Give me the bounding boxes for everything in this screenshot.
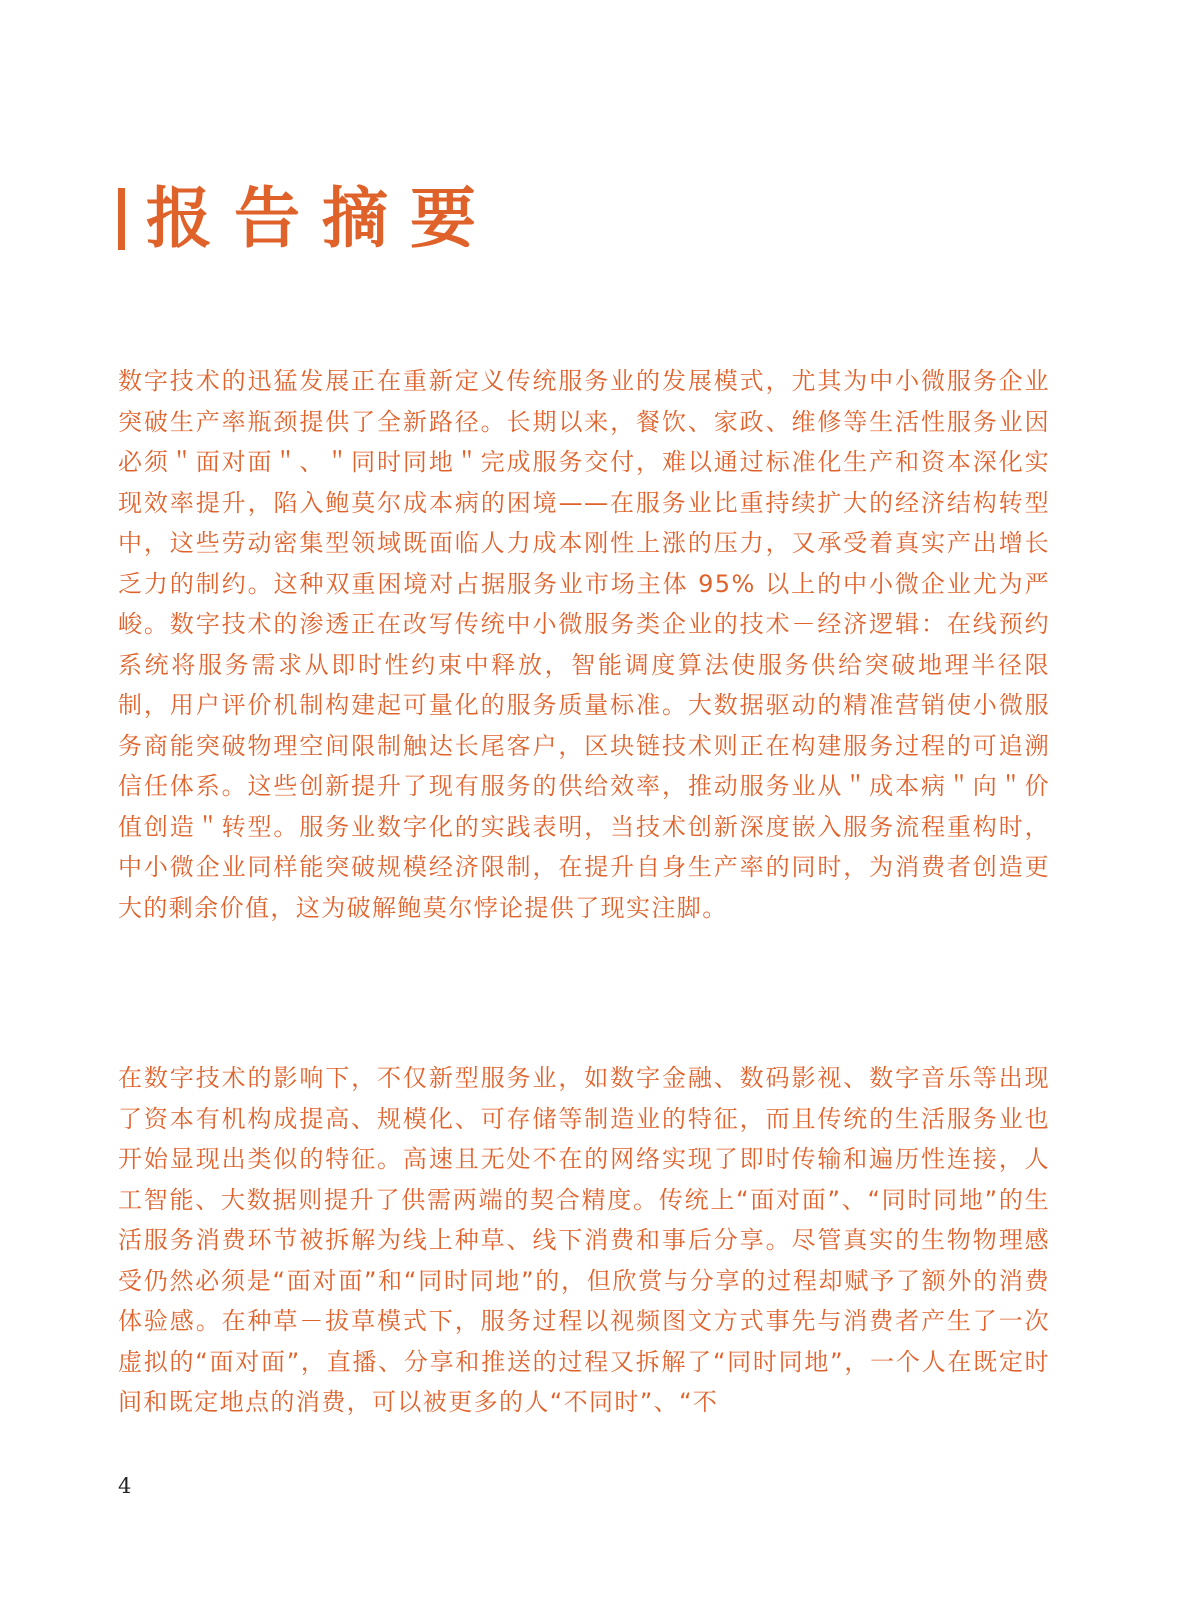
- body-paragraph-2: 在数字技术的影响下，不仅新型服务业，如数字金融、数码影视、数字音乐等出现了资本有机构成提高、规模化、可存储等制造业的特征，而且传统的生活服务业也开始显现出类似的特征。高速且无处不在的网络实现了即时传输和遍历性连接，人工智能、大数据则提升了供需两端的契合精度。传统上“面对面”、“同时同地”的生活服务消费环节被拆解为线上种草、线下消费和事后分享。尽管真实的生物物理感受仍然必须是“面对面”和“同时同地”的，但欣赏与分享的过程却赋予了额外的消费体验感。在种草－拔草模式下，服务过程以视频图文方式事先与消费者产生了一次虚拟的“面对面”，直播、分享和推送的过程又拆解了“同时同地”，一个人在既定时间和既定地点的消费，可以被更多的人“不同时”、“不: [118, 1064, 1050, 1416]
- section-title: 报告摘要: [146, 180, 498, 257]
- body-paragraph-1: 数字技术的迅猛发展正在重新定义传统服务业的发展模式，尤其为中小微服务企业突破生产率瓶颈提供了全新路径。长期以来，餐饮、家政、维修等生活性服务业因必须＂面对面＂、＂同时同地＂完成服务交付，难以通过标准化生产和资本深化实现效率提升，陷入鲍莫尔成本病的困境——在服务业比重持续扩大的经济结构转型中，这些劳动密集型领域既面临人力成本刚性上涨的压力，又承受着真实产出增长乏力的制约。这种双重困境对占据服务业市场主体 95% 以上的中小微企业尤为严峻。数字技术的渗透正在改写传统中小微服务类企业的技术－经济逻辑：在线预约系统将服务需求从即时性约束中释放，智能调度算法使服务供给突破地理半径限制，用户评价机制构建起可量化的服务质量标准。大数据驱动的精准营销使小微服务商能突破物理空间限制触达长尾客户，区块链技术则正在构建服务过程的可追溯信任体系。这些创新提升了现有服务的供给效率，推动服务业从＂成本病＂向＂价值创造＂转型。服务业数字化的实践表明，当技术创新深度嵌入服务流程重构时，中小微企业同样能突破规模经济限制，在提升自身生产率的同时，为消费者创造更大的剩余价值，这为破解鲍莫尔悖论提供了现实注脚。: [118, 367, 1050, 922]
- page-number: 4: [118, 1474, 132, 1498]
- title-accent-bar: [118, 188, 125, 250]
